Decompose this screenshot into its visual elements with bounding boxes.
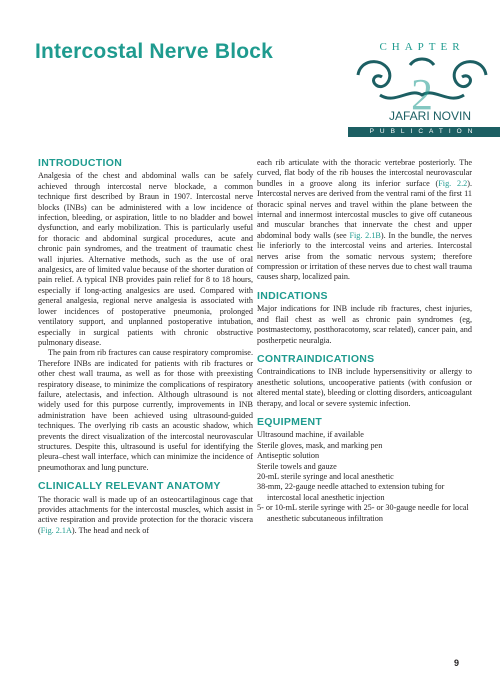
equipment-heading: EQUIPMENT: [257, 415, 323, 428]
equipment-item: 38-mm, 22-gauge needle attached to extension tubing for intercostal local anesthetic injection: [257, 482, 445, 502]
page-header: [0, 0, 500, 140]
equipment-item: Sterile towels and gauze: [257, 461, 337, 471]
chapter-number: 2: [411, 70, 433, 119]
indications-paragraph: Major indications for INB include rib fractures, chest injuries, and flail chest as well as chronic pain syndromes (eg, postmastectomy, postthoracotomy, scar related), cancer pain, and postherpetic neuralgia.: [257, 304, 472, 345]
anatomy-paragraph-part-1: [38, 495, 253, 537]
equipment-item: Sterile gloves, mask, and marking pen: [257, 440, 383, 450]
introduction-section: [38, 158, 253, 473]
equipment-item: Ultrasound machine, if available: [257, 430, 364, 440]
publisher-name: JAFARI NOVIN: [388, 109, 472, 123]
chapter-word: CHAPTER: [379, 41, 465, 53]
indications-heading: INDICATIONS: [257, 289, 328, 302]
equipment-item: 20-mL sterile syringe and local anesthetic: [257, 471, 394, 481]
equipment-section: [257, 417, 472, 524]
anatomy-text-d: ). In the bundle, the nerves lie inferiorly to the intercostal veins and arteries. Intercostal nerves arise from the somatic nervous system; therefore compression or irritation of these nerves due to chest wall trauma causes sharp, localized pain.: [257, 230, 472, 282]
introduction-heading: INTRODUCTION: [38, 157, 123, 169]
equipment-list: [257, 430, 472, 524]
anatomy-text-a: The thoracic wall is made up of an osteocartilaginous cage that provides attachments for the intercostal muscles, which assist in active respiration and provide protection for the thoracic viscera (: [38, 494, 253, 535]
page-title: Intercostal Nerve Block: [35, 40, 274, 63]
right-column: [257, 158, 472, 524]
figure-link-2-2[interactable]: Fig. 2.2: [438, 178, 468, 188]
anatomy-heading: CLINICALLY RELEVANT ANATOMY: [38, 480, 221, 493]
equipment-item: Antiseptic solution: [257, 451, 320, 461]
anatomy-section: [38, 481, 253, 536]
equipment-item: 5- or 10-mL sterile syringe with 25- or 30-gauge needle for local anesthetic subcutaneous infiltration: [257, 503, 469, 523]
figure-link-2-1b[interactable]: Fig. 2.1B: [349, 230, 381, 240]
anatomy-text-b2: each rib articulate with the thoracic vertebrae posteriorly. The curved, flat body of the rib houses the intercostal neurovascular bundles in a groove along its inferior surface (: [257, 158, 472, 188]
left-column: [38, 158, 253, 536]
anatomy-text-c: ). Intercostal nerves are derived from the ventral rami of the first 11 thoracic spinal nerves and travel within the plane between the internal and innermost intercostal muscles to give off cutaneous and muscular branches that innervate the chest and upper abdominal body walls (see: [257, 178, 472, 240]
anatomy-paragraph-part-2: [257, 158, 472, 283]
contraindications-section: [257, 354, 472, 409]
contraindications-heading: CONTRAINDICATIONS: [257, 352, 375, 365]
introduction-paragraph-1: Analgesia of the chest and abdominal walls can be safely achieved through intercostal nerve blockade, a common technique first described by Braun in 1907. Intercostal nerve blocks (INBs) can be administered with a low incidence of infection, bleeding, or aspiration, little to no bladder and bowel dysfunction, and early mobilization. This is particularly useful for thoracic and abdominal surgical procedures, acute and chronic pain syndromes, and the treatment of traumatic chest wall injuries. Alternative methods, such as the use of oral analgesics, are of limited value because of the shorter duration of pain relief. A typical INB provides pain relief for 8 to 18 hours, especially if long-acting analgesics are used. Compared with general analgesia, regional nerve analgesia is associated with lower incidences of postoperative pneumonia, prolonged ventilatory support, and unplanned postoperative intubation, especially in surgical patients with chronic obstructive pulmonary disease.: [38, 171, 253, 347]
indications-section: [257, 291, 472, 346]
contraindications-paragraph: Contraindications to INB include hypersensitivity or allergy to anesthetic solutions, uncooperative patients (with confusion or altered mental state), bleeding or clotting disorders, anticoagulant therapy, and local or severe systemic infection.: [257, 367, 472, 408]
figure-link-2-1a[interactable]: Fig. 2.1A: [40, 525, 72, 535]
page-number: 9: [454, 658, 460, 668]
publisher-subtitle: PUBLICATION: [369, 128, 479, 135]
publisher-logo: [340, 35, 500, 140]
anatomy-text-b: ). The head and neck of: [71, 525, 150, 535]
introduction-paragraph-2: The pain from rib fractures can cause respiratory compromise. Therefore INBs are indicated for patients with rib fractures or other chest wall trauma, as well as for those with preexisting respiratory disease, to minimize the complications of respiratory failure, atelectasis, and infection. Although ultrasound is not widely used for this purpose currently, improvements in INB administration have been achieved using ultrasound-guided techniques. The overlying rib casts an acoustic shadow, which prevents the direct visualization of the intercostal neurovascular structures. Despite this, ultrasound is useful for identifying the pleura–chest wall interface, which can minimize the incidence of pneumothorax and lung puncture.: [38, 348, 253, 472]
